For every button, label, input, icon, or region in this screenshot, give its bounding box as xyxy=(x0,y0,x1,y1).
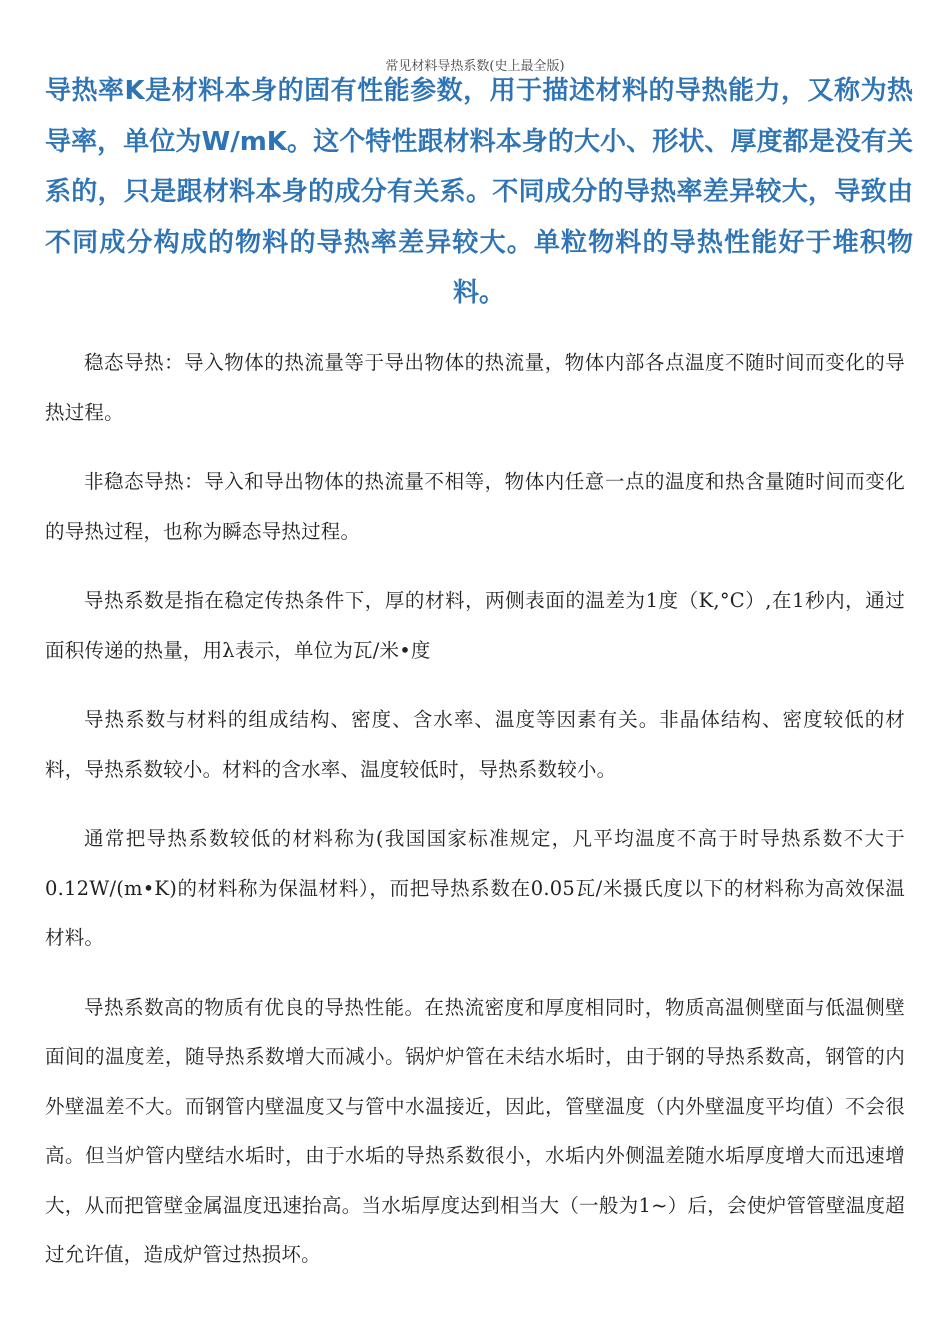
paragraph-unsteady-state: 非稳态导热：导入和导出物体的热流量不相等，物体内任意一点的温度和热含量随时间而变化的导热过程，也称为瞬态导热过程。 xyxy=(45,470,905,543)
paragraph-insulation-materials: 通常把导热系数较低的材料称为(我国国家标准规定，凡平均温度不高于时导热系数不大于0.12W/(m•K)的材料称为保温材料），而把导热系数在0.05瓦/米摄氏度以下的材料称为高效保温材料。 xyxy=(45,827,905,949)
paragraph-conductivity-definition: 导热系数是指在稳定传热条件下，厚的材料，两侧表面的温差为1度（K,°C）,在1秒内，通过面积传递的热量，用λ表示，单位为瓦/米•度 xyxy=(45,589,905,662)
running-header: 常见材料导热系数(史上最全版) xyxy=(385,59,565,74)
body-text xyxy=(45,338,905,1300)
paragraph-influencing-factors: 导热系数与材料的组成结构、密度、含水率、温度等因素有关。非晶体结构、密度较低的材料，导热系数较小。材料的含水率、温度较低时，导热系数较小。 xyxy=(45,708,905,781)
lead-paragraph: 导热率K是材料本身的固有性能参数，用于描述材料的导热能力，又称为热导率，单位为W/mK。这个特性跟材料本身的大小、形状、厚度都是没有关系的，只是跟材料本身的成分有关系。不同成分的导热率差异较大，导致由不同成分构成的物料的导热率差异较大。单粒物料的导热性能好于堆积物料。 xyxy=(45,76,913,308)
paragraph-boiler-scale: 导热系数高的物质有优良的导热性能。在热流密度和厚度相同时，物质高温侧壁面与低温侧壁面间的温度差，随导热系数增大而减小。锅炉炉管在未结水垢时，由于钢的导热系数高，钢管的内外壁温差不大。而钢管内壁温度又与管中水温接近，因此，管壁温度（内外壁温度平均值）不会很高。但当炉管内壁结水垢时，由于水垢的导热系数很小，水垢内外侧温差随水垢厚度增大而迅速增大，从而把管壁金属温度迅速抬高。当水垢厚度达到相当大（一般为1~）后，会使炉管管壁温度超过允许值，造成炉管过热损坏。 xyxy=(45,995,905,1266)
paragraph-steady-state: 稳态导热：导入物体的热流量等于导出物体的热流量，物体内部各点温度不随时间而变化的导热过程。 xyxy=(45,351,905,424)
